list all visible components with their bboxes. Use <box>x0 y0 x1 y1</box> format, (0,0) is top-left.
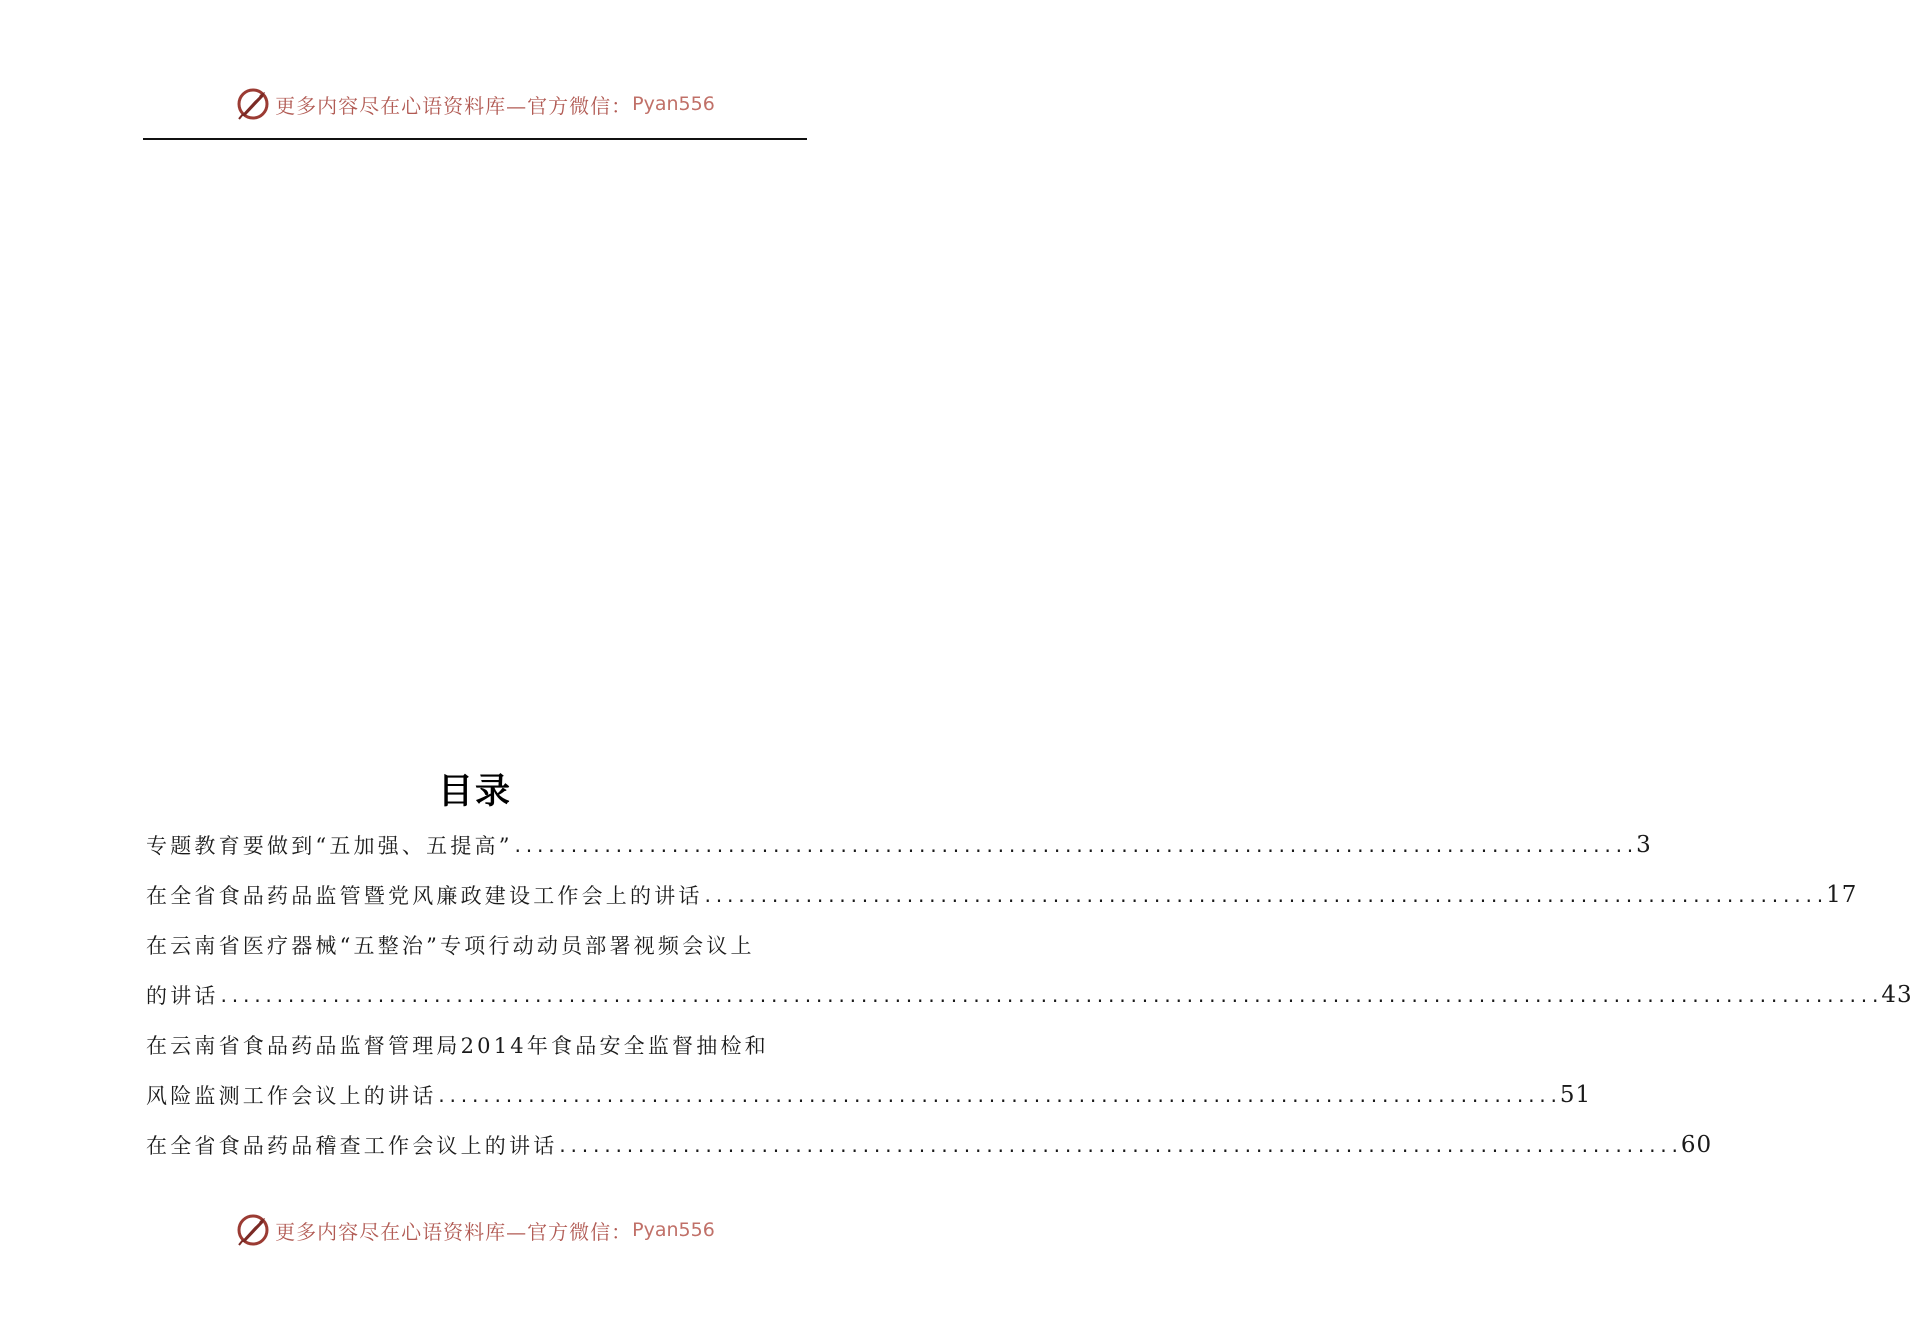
toc-entry[interactable] <box>146 1070 1592 1120</box>
toc-entry-title-cont: 的讲话 <box>146 984 219 1008</box>
quill-pen-logo-icon <box>235 86 271 122</box>
footer-brand-text: 更多内容尽在心语资料库—官方微信： <box>275 1219 633 1244</box>
footer-brand <box>235 1212 715 1248</box>
toc-page-number: 51 <box>1559 1082 1592 1108</box>
toc-title: 目录 <box>437 772 512 812</box>
toc-leader-dots: .................................................................................................................................................... <box>218 987 1882 1007</box>
toc-leader-dots: .................................................................................................... <box>702 887 1827 907</box>
header-wechat-id: Pyan556 <box>632 93 715 115</box>
toc-leader-dots: .................................................................................................... <box>436 1087 1560 1107</box>
toc-entry-title: 在云南省食品药品监督管理局2014年食品安全监督抽检和 <box>146 1034 769 1058</box>
header-brand-text: 更多内容尽在心语资料库—官方微信： <box>275 93 633 118</box>
toc-page-number: 43 <box>1881 982 1913 1008</box>
toc-page-number: 17 <box>1826 882 1858 908</box>
toc-entry-line[interactable] <box>146 920 806 970</box>
toc-entry-title: 专题教育要做到“五加强、五提高” <box>146 834 513 858</box>
page-footer <box>0 1210 950 1250</box>
toc-entry[interactable] <box>146 1120 1713 1170</box>
header-brand <box>235 86 715 122</box>
toc-leader-dots: .................................................................................................... <box>512 837 1637 857</box>
toc-entry-title: 在全省食品药品稽查工作会议上的讲话 <box>146 1134 558 1158</box>
page-header <box>0 84 950 124</box>
toc-leader-dots: .................................................................................................... <box>557 1137 1681 1157</box>
toc-entry-line[interactable] <box>146 1020 806 1070</box>
toc-page-number: 60 <box>1680 1132 1713 1158</box>
toc-entry-title: 在全省食品药品监管暨党风廉政建设工作会上的讲话 <box>146 884 703 908</box>
quill-pen-logo-icon <box>235 1212 271 1248</box>
toc-entry[interactable] <box>146 820 1652 870</box>
toc-entry[interactable] <box>146 870 1858 920</box>
header-rule <box>143 138 807 140</box>
toc-entry-title: 在云南省医疗器械“五整治”专项行动动员部署视频会议上 <box>146 934 755 958</box>
toc-entry-title-cont: 风险监测工作会议上的讲话 <box>146 1084 437 1108</box>
toc-entry[interactable] <box>146 970 1913 1020</box>
table-of-contents <box>146 820 1913 1170</box>
footer-wechat-id: Pyan556 <box>632 1219 715 1241</box>
toc-page-number: 3 <box>1636 832 1652 858</box>
